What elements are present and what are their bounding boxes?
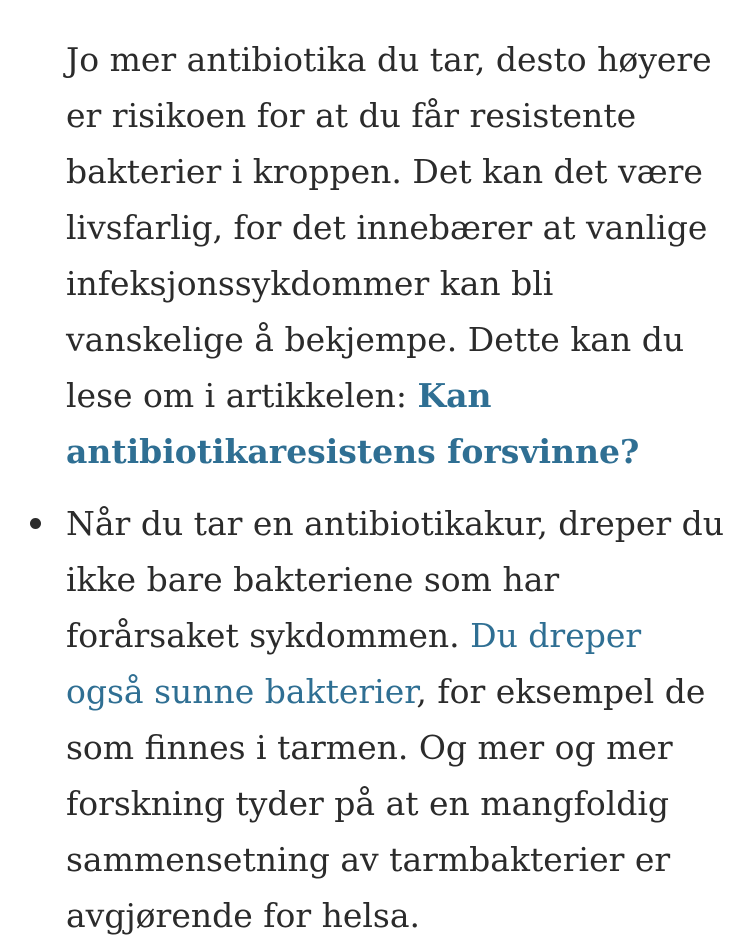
- bullet-text-before: Når du tar en antibiotikakur, dreper du ikke bare bakteriene som har forårsaket sykdommen.: [66, 504, 725, 655]
- bullet-icon: [30, 518, 41, 529]
- list-item: [0, 496, 726, 944]
- article-paragraph: [66, 32, 716, 480]
- bullet-list: [0, 496, 750, 944]
- bullet-text-after: , for eksempel de som finnes i tarmen. Og mer og mer forskning tyder på at en mangfoldig sammensetning av tarmbakterier er avgjørende for helsa.: [66, 672, 706, 935]
- article-link-antibiotic-resistance[interactable]: Kan antibiotikaresistens forsvinne?: [66, 376, 640, 471]
- paragraph-text: Jo mer antibiotika du tar, desto høyere er risikoen for at du får resistente bakterier i kroppen. Det kan det være livsfarlig, for det innebærer at vanlige infeksjonssykdommer kan bli vanskelige å bekjempe. Dette kan du lese om i artikkelen:: [66, 40, 712, 415]
- link-healthy-bacteria[interactable]: Du dreper også sunne bakterier: [66, 616, 642, 711]
